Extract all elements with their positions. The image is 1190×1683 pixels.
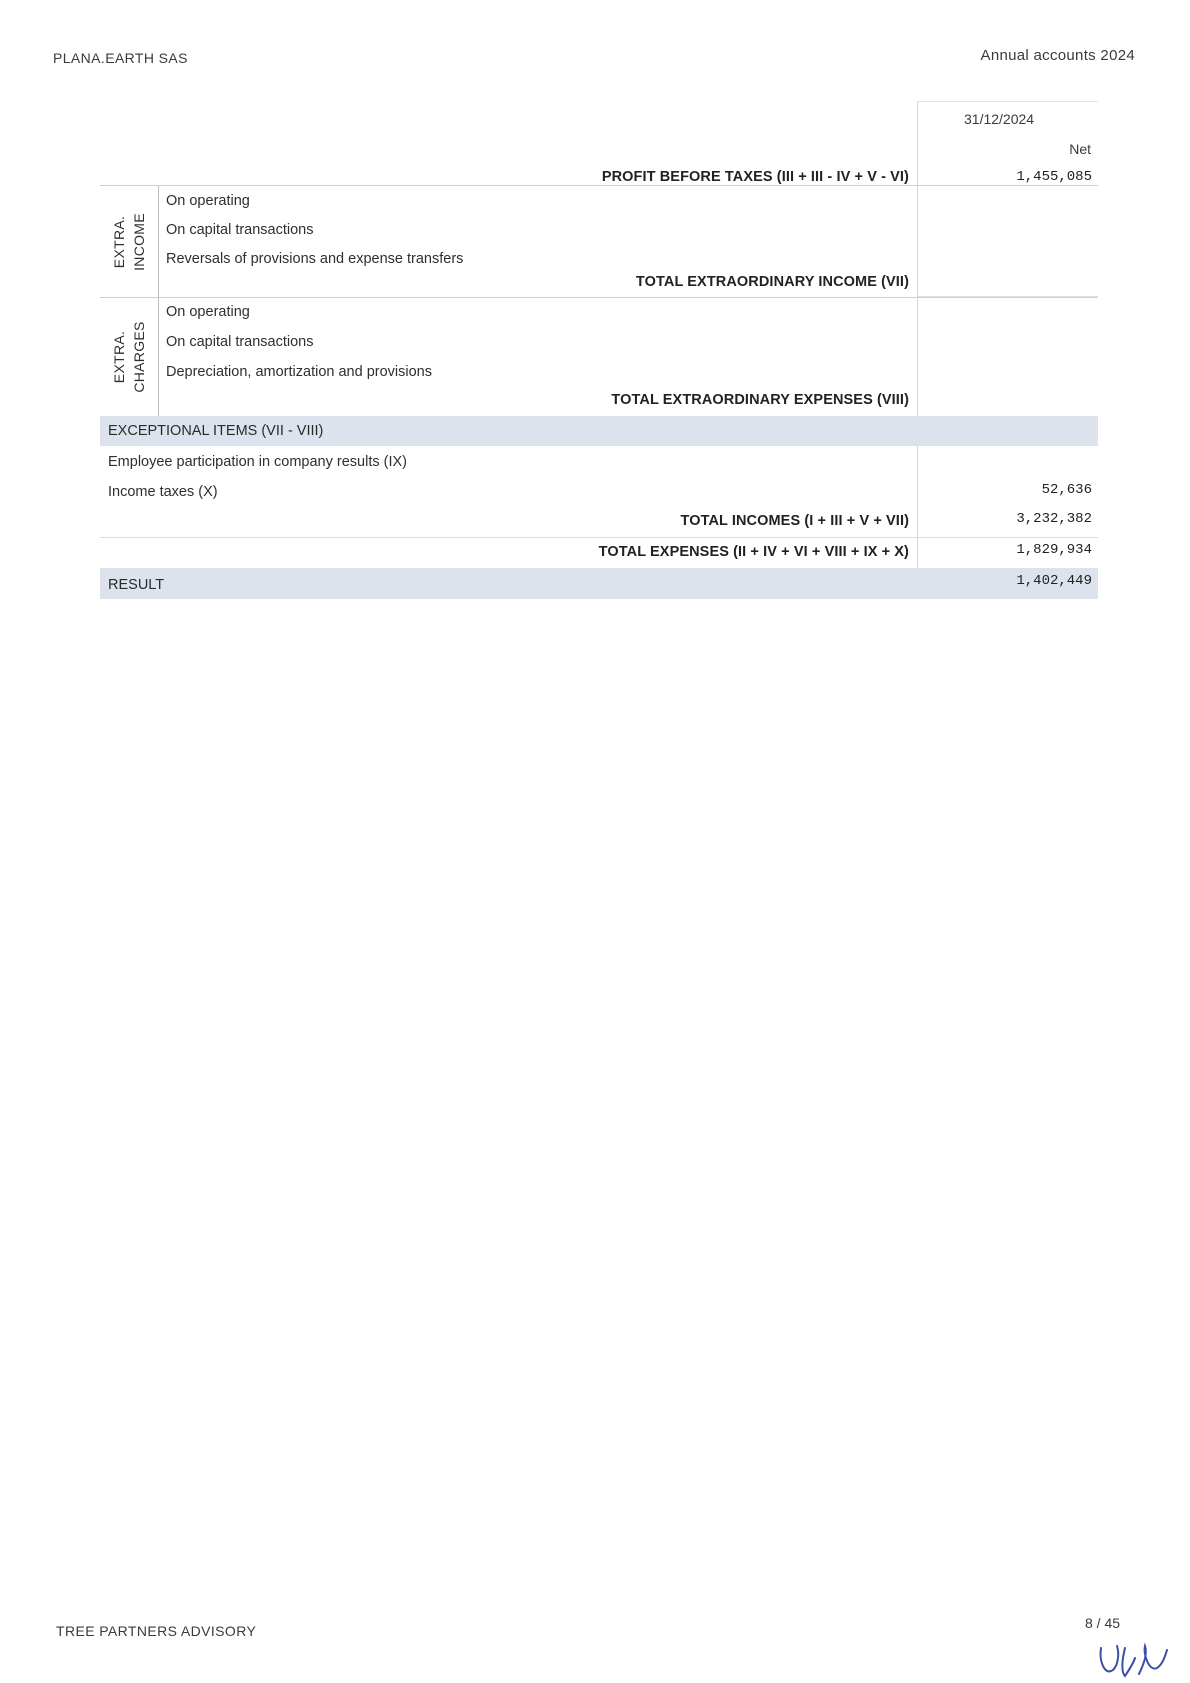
header-label-cell [100, 101, 917, 185]
extra-charges-item: On operating [166, 304, 250, 320]
income-statement-table [100, 101, 1098, 599]
extra-charges-side-label-2: CHARGES [131, 321, 147, 393]
extra-income-value-cell [917, 186, 1098, 297]
company-name: PLANA.EARTH SAS [53, 50, 188, 66]
table-header [100, 101, 1098, 185]
extra-charges-side-label-1: EXTRA. [111, 330, 127, 384]
total-expenses-row [100, 537, 1098, 568]
extra-charges-value-cell [917, 298, 1098, 416]
column-net: Net [1069, 141, 1091, 157]
total-incomes-label: TOTAL INCOMES (I + III + V + VII) [680, 513, 909, 529]
extra-charges-side-label [100, 298, 159, 416]
employee-participation-label: Employee participation in company results (IX) [108, 454, 407, 470]
total-expenses-label: TOTAL EXPENSES (II + IV + VI + VIII + IX + X) [598, 544, 909, 560]
total-expenses-value: 1,829,934 [1016, 542, 1092, 558]
extra-income-side-label-2: INCOME [131, 212, 147, 271]
result-row [100, 568, 1098, 599]
extra-income-side-label [100, 186, 159, 297]
page-number: 8 / 45 [1085, 1615, 1121, 1631]
extra-charges-item: On capital transactions [166, 334, 314, 350]
column-date: 31/12/2024 [964, 111, 1035, 127]
total-expenses-label-cell [100, 538, 917, 568]
taxes-and-totals-block [100, 446, 1098, 537]
profit-before-taxes-value: 1,455,085 [1016, 169, 1092, 185]
extra-charges-item: Depreciation, amortization and provisions [166, 364, 432, 380]
income-taxes-label: Income taxes (X) [108, 484, 218, 500]
total-expenses-value-cell [917, 538, 1098, 568]
exceptional-items-row [100, 416, 1098, 446]
header-value-cell [917, 101, 1098, 185]
extra-income-items [159, 186, 917, 297]
total-extraordinary-income-label: TOTAL EXTRAORDINARY INCOME (VII) [635, 274, 909, 290]
result-value: 1,402,449 [1016, 573, 1092, 589]
income-taxes-value: 52,636 [1041, 482, 1092, 498]
extra-income-item: On capital transactions [166, 222, 314, 238]
extra-income-item: Reversals of provisions and expense transfers [166, 251, 464, 267]
total-incomes-value: 3,232,382 [1016, 511, 1092, 527]
extra-charges-block [100, 297, 1098, 416]
total-extraordinary-expenses-label: TOTAL EXTRAORDINARY EXPENSES (VIII) [611, 392, 909, 408]
taxes-label-cell [100, 446, 917, 537]
taxes-value-cell [917, 446, 1098, 537]
extra-income-side-label-1: EXTRA. [111, 215, 127, 268]
document-title: Annual accounts 2024 [980, 47, 1135, 64]
exceptional-items-label: EXCEPTIONAL ITEMS (VII - VIII) [108, 423, 324, 439]
extra-charges-items [159, 298, 917, 416]
signature-initials [1095, 1640, 1175, 1683]
profit-before-taxes-label: PROFIT BEFORE TAXES (III + III - IV + V - VI) [601, 169, 909, 185]
extra-income-item: On operating [166, 193, 250, 209]
extra-income-block [100, 185, 1098, 297]
advisor-name: TREE PARTNERS ADVISORY [56, 1623, 257, 1639]
result-label: RESULT [108, 577, 165, 593]
